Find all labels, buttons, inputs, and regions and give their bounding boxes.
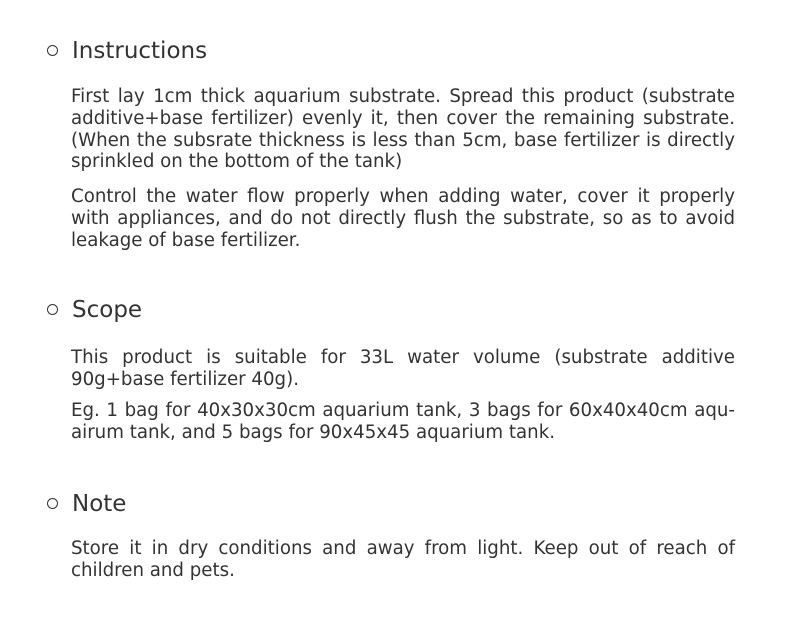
circle-bullet-icon: [47, 498, 58, 509]
section-title: Scope: [72, 297, 143, 323]
scope-paragraph-2: Eg. 1 bag for 40x30x30cm aquarium tank, 3 bags for 60x40x40cm aqu-airum tank, and 5 bags for 90x45x45 aquarium tank.: [71, 400, 735, 443]
note-paragraph-1: Store it in dry conditions and away from light. Keep out of reach of children and pets.: [71, 538, 735, 581]
section-heading-note: [0, 490, 790, 520]
scope-paragraph-1: This product is suitable for 33L water volume (substrate additive 90g+base fertilizer 40g).: [71, 347, 735, 390]
section-heading-scope: [0, 296, 790, 326]
instructions-paragraph-1: First lay 1cm thick aquarium substrate. Spread this product (substrate additive+base fertilizer) evenly it, then cover the remaining substrate. (When the subsrate thickness is less than 5cm, base fertilizer is directly sprinkled on the bottom of the tank): [71, 86, 735, 173]
instructions-paragraph-2: Control the water flow properly when adding water, cover it properly with appliances, and do not directly flush the substrate, so as to avoid leakage of base fertilizer.: [71, 186, 735, 251]
section-title: Instructions: [72, 38, 208, 64]
section-heading-instructions: [0, 37, 790, 67]
circle-bullet-icon: [47, 304, 58, 315]
section-title: Note: [72, 491, 127, 517]
circle-bullet-icon: [47, 45, 58, 56]
